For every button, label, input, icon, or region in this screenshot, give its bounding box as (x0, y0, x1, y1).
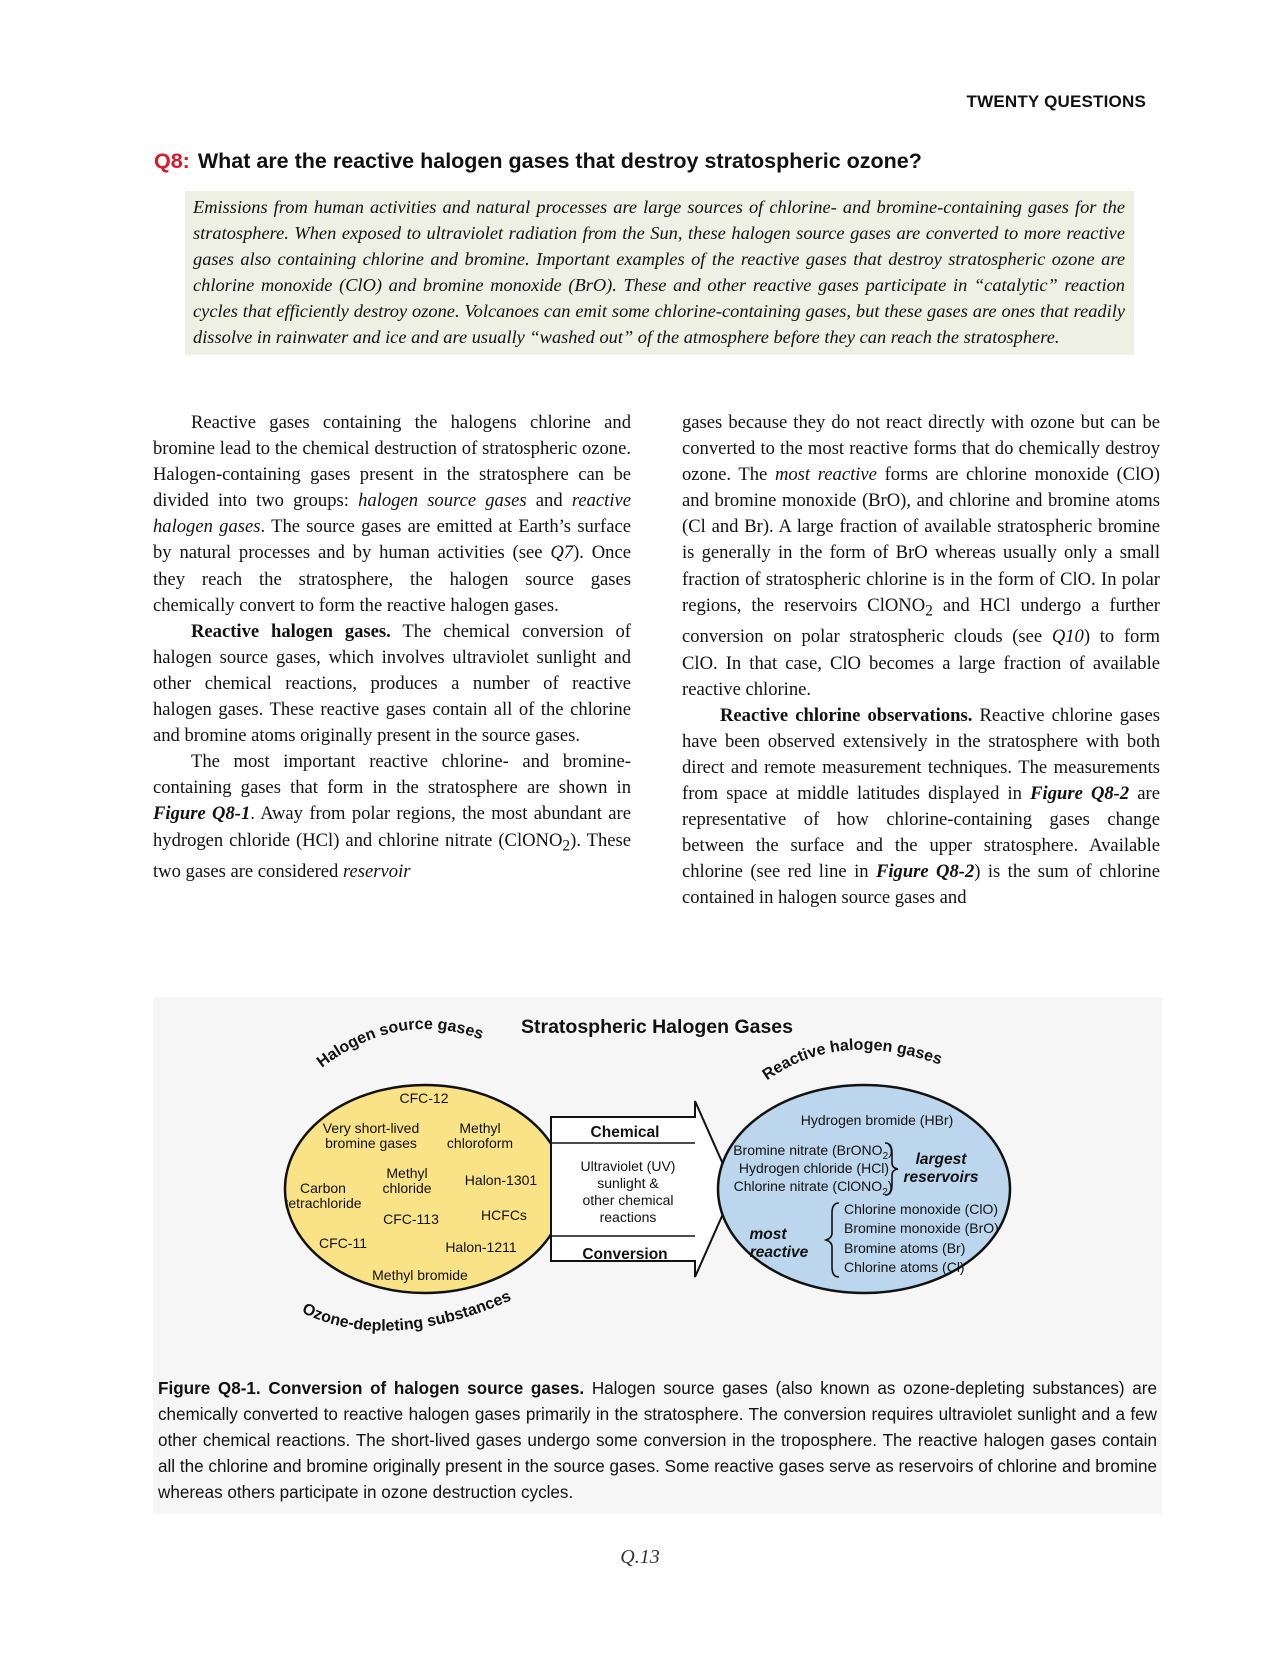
section-heading: Reactive halogen gases. (191, 620, 391, 642)
section-heading: Reactive chlorine observations. (720, 704, 973, 726)
gas-cl: Chlorine atoms (Cl) (844, 1259, 965, 1275)
gas-methyl-chloroform-line1: Methyl (459, 1120, 501, 1136)
source-gases-arc-label: Halogen source gases (314, 1015, 486, 1072)
gas-hbr: Hydrogen bromide (HBr) (800, 1112, 954, 1128)
question-ref-link[interactable]: Q7 (550, 542, 574, 564)
page-number: Q.13 (620, 1546, 660, 1568)
reactive-gases-arc-label: Reactive halogen gases (759, 1036, 945, 1084)
body-paragraph: Reactive chlorine observations. Reactive chlorine gases have been observed extensively in the stratosphere with both direct and remote measurement techniques. The measurements from space at middle latitudes displayed in Figure Q8-2 are representative of how chlorine-containing gases change between the surface and the upper stratosphere. Available chlorine (see red line in Figure Q8-2) is the sum of chlorine contained in halogen source gases and (682, 704, 1160, 909)
body-column-left (153, 410, 631, 885)
gas-bro: Bromine monoxide (BrO) (844, 1220, 999, 1236)
gas-cfc-113: CFC-113 (383, 1211, 439, 1227)
body-paragraph: The most important reactive chlorine- and bromine-containing gases that form in the stratosphere are shown in Figure Q8-1. Away from polar regions, the most abundant are hydrogen chloride (HCl) and chlorine nitrate (ClONO$_2$). These two gases are considered reservoir (153, 751, 631, 883)
gas-carbon-tetrachloride-line1: Carbon (300, 1180, 346, 1196)
arrow-label-conversion: Conversion (582, 1246, 668, 1263)
running-header: TWENTY QUESTIONS (966, 92, 1146, 111)
gas-hcl: Hydrogen chloride (HCl) (738, 1160, 890, 1176)
gas-clo: Chlorine monoxide (ClO) (844, 1201, 999, 1217)
gas-clono2: Chlorine nitrate (ClONO$_2$) (733, 1178, 893, 1198)
body-column-right (682, 410, 1160, 912)
arrow-text-line3: other chemical (582, 1192, 674, 1208)
question-number: Q8: (154, 149, 190, 173)
body-paragraph: Reactive gases containing the halogens chlorine and bromine lead to the chemical destruction of stratospheric ozone. Halogen-containing gases present in the stratosphere can be divided into two groups: halogen source gases and reactive halogen gases. The source gases are emitted at Earth’s surface by natural processes and by human activities (see Q7). Once they reach the stratosphere, the halogen source gases chemically convert to form the reactive halogen gases. (153, 412, 632, 616)
gas-methyl-chloroform-line2: chloroform (446, 1135, 514, 1151)
gas-halon-1211: Halon-1211 (445, 1239, 517, 1255)
question-text: What are the reactive halogen gases that destroy stratospheric ozone? (197, 149, 922, 173)
figure-ref-link[interactable]: Figure Q8-2 (875, 861, 975, 883)
gas-brono2: Bromine nitrate (BrONO$_2$) (733, 1142, 893, 1162)
figure-title: Stratospheric Halogen Gases (520, 1016, 794, 1038)
gas-br: Bromine atoms (Br) (844, 1240, 966, 1256)
ods-arc-label: Ozone-depleting substances (299, 1287, 514, 1335)
gas-methyl-chloride-line1: Methyl (386, 1165, 428, 1181)
gas-methyl-bromide: Methyl bromide (372, 1267, 468, 1283)
arrow-label-chemical: Chemical (590, 1124, 660, 1141)
gas-cfc-12: CFC-12 (399, 1090, 449, 1106)
figure-ref-link[interactable]: Figure Q8-1 (153, 803, 251, 825)
arrow-text-line1: Ultraviolet (UV) (580, 1158, 676, 1174)
caption-label: Figure Q8-1. Conversion of halogen source gases. (158, 1379, 585, 1398)
gas-hcfcs: HCFCs (481, 1207, 527, 1223)
largest-label-line1: largest (915, 1151, 967, 1168)
largest-label-line2: reservoirs (903, 1169, 979, 1186)
body-paragraph: Reactive halogen gases. The chemical conversion of halogen source gases, which involves ultraviolet sunlight and other chemical reactions, produces a number of reactive halogen gases. These reactive gases contain all of the chlorine and bromine atoms originally present in the source gases. (153, 620, 631, 747)
arrow-text-line4: reactions (599, 1209, 657, 1225)
figure-caption (158, 1376, 1157, 1506)
most-reactive-label-line1: most (749, 1226, 787, 1243)
gas-vsl-line1: Very short-lived (322, 1120, 420, 1136)
gas-methyl-chloride-line2: chloride (382, 1180, 432, 1196)
gas-cfc-11: CFC-11 (319, 1235, 367, 1251)
gas-halon-1301: Halon-1301 (464, 1172, 538, 1188)
summary-box: Emissions from human activities and natural processes are large sources of chlorine- and bromine-containing gases for the stratosphere. When exposed to ultraviolet radiation from the Sun, these halogen source gases are converted to more reactive gases also containing chlorine and bromine. Important examples of the reactive gases that destroy stratospheric ozone are chlorine monoxide (ClO) and bromine monoxide (BrO). These and other reactive gases participate in “catalytic” reaction cycles that efficiently destroy ozone. Volcanoes can emit some chlorine-containing gases, but these gases are ones that readily dissolve in rainwater and ice and are usually “washed out” of the atmosphere before they can reach the stratosphere. (185, 191, 1134, 355)
gas-vsl-line2: bromine gases (325, 1135, 417, 1151)
caption-text: Halogen source gases (also known as ozone-depleting substances) are chemically converted to reactive halogen gases primarily in the stratosphere. The conversion requires ultraviolet sunlight and a few other chemical reactions. The short-lived gases undergo some conversion in the troposphere. The reactive halogen gases contain all the chlorine and bromine originally present in the source gases. Some reactive gases serve as reservoirs of chlorine and bromine whereas others participate in ozone destruction cycles. (158, 1379, 1158, 1502)
most-reactive-label-line2: reactive (749, 1244, 809, 1261)
gas-carbon-tetrachloride-line2: tetrachloride (284, 1195, 362, 1211)
question-ref-link[interactable]: Q10 (1051, 626, 1084, 648)
figure-ref-link[interactable]: Figure Q8-2 (1030, 783, 1130, 805)
body-paragraph: gases because they do not react directly with ozone but can be converted to the most reactive forms that do chemically destroy ozone. The most reactive forms are chlorine monoxide (ClO) and bromine monoxide (BrO), and chlorine and bromine atoms (Cl and Br). A large fraction of available stratospheric bromine is generally in the form of BrO whereas usually only a small fraction of stratospheric chlorine is in the form of ClO. In polar regions, the reservoirs ClONO$_2$ and HCl undergo a further conversion on polar stratospheric clouds (see Q10) to form ClO. In that case, ClO becomes a large fraction of available reactive chlorine. (682, 412, 1160, 700)
arrow-text-line2: sunlight & (597, 1175, 659, 1191)
question-title (154, 149, 922, 174)
